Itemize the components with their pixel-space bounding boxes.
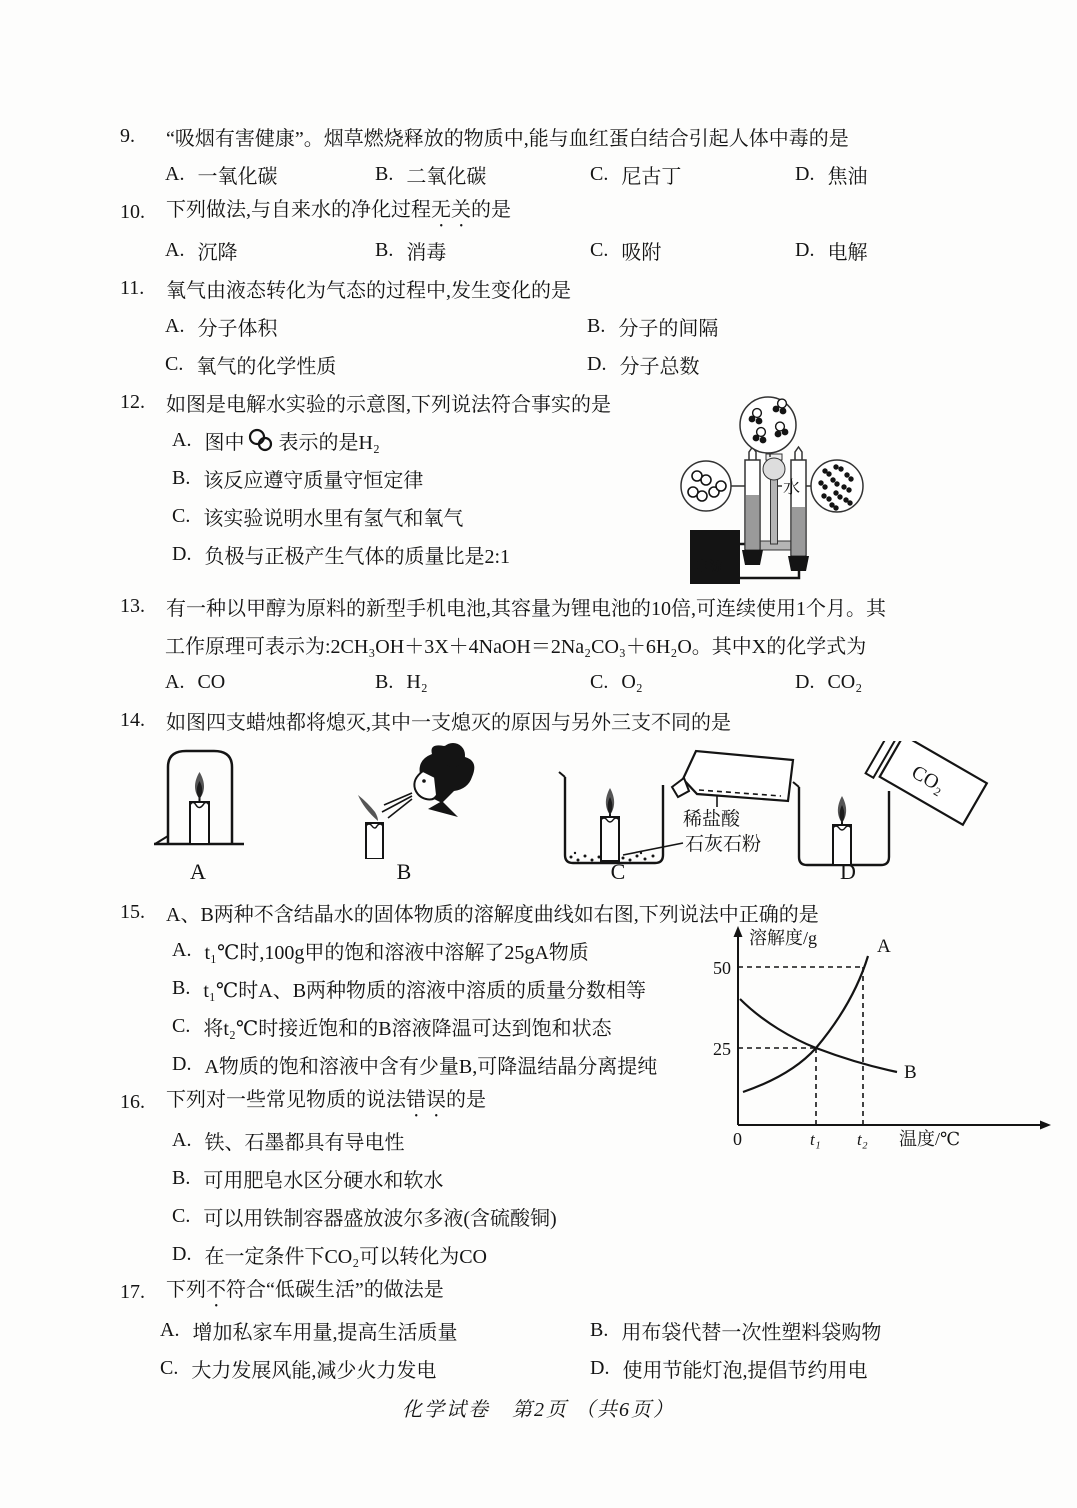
option: D. 分子总数 [587,352,700,378]
option: B. 该反应遵守质量守恒定律 [172,466,424,492]
question-13-options [0,663,1077,701]
option: A. 一氧化碳 [165,162,278,188]
question-11-stem-line [0,269,1077,307]
question-15-stem: A、B两种不含结晶水的固体物质的溶解度曲线如右图,下列说法中正确的是 [166,903,819,926]
option: A. t₁℃时,100g甲的饱和溶液中溶解了25gA物质 [172,938,589,964]
question-11-number: 11. [120,276,145,299]
power-supply-label: 电源 [695,560,723,575]
figure-label-c: C [610,859,626,884]
question-12-number: 12. [120,390,145,413]
question-17-options-row2 [0,1349,1077,1387]
funnel-bulb [763,458,785,480]
question-16-option-c [0,1197,1077,1235]
candle-figure-b [322,741,492,859]
figure-label-a: A [190,859,206,884]
question-15-number: 15. [120,900,145,923]
x-tick-t2: t₂ [857,1130,868,1149]
option: B. H₂ [375,670,428,693]
question-13-stem-line1 [0,587,1077,625]
option: C. 尼古丁 [590,162,682,188]
question-14-number: 14. [120,708,145,731]
option: A. 分子体积 [165,314,278,340]
option: A. 图中 表示的是H₂ [172,428,380,454]
candle-jar-figure [128,741,273,856]
option: A. CO [165,670,226,693]
figure-label-d: D [840,859,856,884]
question-13-number: 13. [120,594,145,617]
question-13-stem-line2 [0,625,1077,663]
option: B. t₁℃时A、B两种物质的溶液中溶质的质量分数相等 [172,976,647,1002]
question-9-stem: “吸烟有害健康”。烟草燃烧释放的物质中,能与血红蛋白结合引起人体中毒的是 [166,127,849,150]
option: C. O₂ [590,670,643,693]
question-17-options-row1 [0,1311,1077,1349]
question-13-stem2: 工作原理可表示为:2CH₃OH＋3X＋4NaOH＝2Na₂CO₃＋6H₂O。其中X的化学式为 [165,635,867,658]
question-16-option-d [0,1235,1077,1273]
page-footer: 化学试卷 第2页 （共6页） [402,1399,675,1421]
left-stopper [742,550,763,565]
option: C. 将t₂℃时接近饱和的B溶液降温可达到饱和状态 [172,1014,612,1040]
y-tick-25: 25 [713,1039,731,1059]
question-11-stem: 氧气由液态转化为气态的过程中,发生变化的是 [166,279,571,302]
question-11-options-row1 [0,307,1077,345]
question-9-stem-line [0,117,1077,155]
question-16-stem: 下列对一些常见物质的说法错误的是 [166,1088,486,1111]
wire [740,570,799,578]
option: C. 大力发展风能,减少火力发电 [160,1356,437,1382]
diatomic-molecule-icon [247,428,275,452]
option: C. 该实验说明水里有氢气和氧气 [172,504,464,530]
right-tube-liquid [792,507,805,555]
option: B. 消毒 [375,238,447,264]
funnel-stem [771,478,778,544]
option: D. 使用节能灯泡,提倡节约用电 [590,1356,868,1382]
option: A. 沉降 [165,238,238,264]
right-stopper [788,556,809,571]
acid-limestone-figure [555,741,805,869]
question-10-number: 10. [120,200,145,223]
option: A. 增加私家车用量,提高生活质量 [160,1318,458,1344]
question-10-stem: 下列做法,与自来水的净化过程无关的是 [166,198,511,221]
question-14-stem: 如图四支蜡烛都将熄灭,其中一支熄灭的原因与另外三支不同的是 [166,711,731,734]
question-9-options [0,155,1077,193]
co2-pour-figure [785,741,990,869]
question-16-option-b [0,1159,1077,1197]
question-16-number: 16. [120,1090,145,1113]
water-label: 水 [783,478,800,497]
option: C. 可以用铁制容器盛放波尔多液(含硫酸铜) [172,1204,557,1230]
question-9-number: 9. [120,124,135,147]
y-tick-50: 50 [713,958,731,978]
option: D. 在一定条件下CO₂可以转化为CO [172,1242,487,1268]
x-tick-0: 0 [733,1129,742,1149]
candle-figure-d [785,741,990,869]
curve-a [743,956,868,1092]
question-17-stem: 下列不符合“低碳生活”的做法是 [166,1278,444,1301]
figure-label-b: B [396,859,412,884]
candle-figures [0,739,1077,893]
left-tube-liquid [746,495,759,549]
curve-a-label: A [877,936,891,957]
curve-b-label: B [904,1062,917,1083]
candle-figure-a [128,741,273,856]
question-11-options-row2 [0,345,1077,383]
gas-bottle [866,741,990,828]
option: B. 二氧化碳 [375,162,487,188]
co2-label: CO₂ [907,761,949,798]
option: B. 可用肥皂水区分硬水和软水 [172,1166,444,1192]
solubility-chart [703,920,1070,1152]
powder-label: 石灰石粉 [685,834,762,855]
y-axis-arrow [734,926,743,937]
option: D. 焦油 [795,162,868,188]
tube-nozzle [795,447,802,460]
blow-candle-figure [322,741,492,859]
question-10-options [0,231,1077,269]
curve-b [740,999,897,1072]
question-13-stem1: 有一种以甲醇为原料的新型手机电池,其容量为锂电池的10倍,可连续使用1个月。其 [166,597,886,620]
option: B. 用布袋代替一次性塑料袋购物 [590,1318,882,1344]
option: D. 负极与正极产生气体的质量比是2:1 [172,542,511,568]
dashed-guides [738,967,863,1125]
electrolysis-figure [678,394,965,592]
x-tick-t1: t₁ [810,1130,821,1149]
acid-label: 稀盐酸 [683,809,741,830]
question-17-number: 17. [120,1280,145,1303]
option: C. 氧气的化学性质 [165,352,337,378]
question-10-stem-line [0,193,1077,231]
option: D. 电解 [795,238,868,264]
question-17-stem-line [0,1273,1077,1311]
terminal-labels: + - [697,535,715,551]
option: D. CO₂ [795,670,863,693]
y-axis-label: 溶解度/g [749,928,818,948]
candle-figure-c [555,741,805,869]
option: D. A物质的饱和溶液中含有少量B,可降温结晶分离提纯 [172,1052,658,1078]
x-axis-label: 温度/℃ [899,1129,961,1149]
water-molecules-circle [740,397,796,453]
question-14-stem-line [0,701,1077,739]
option: B. 分子的间隔 [587,314,719,340]
option: C. 吸附 [590,238,662,264]
question-12-stem: 如图是电解水实验的示意图,下列说法符合事实的是 [166,393,611,416]
option: A. 铁、石墨都具有导电性 [172,1128,405,1154]
x-axis-arrow [1040,1121,1051,1130]
